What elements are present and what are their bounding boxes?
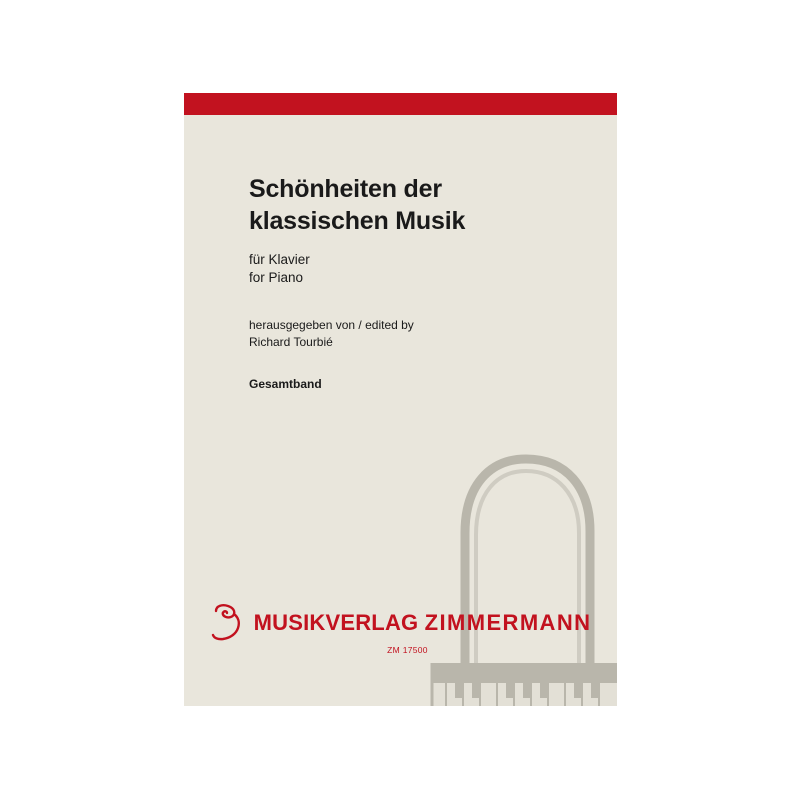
publisher-block <box>184 603 617 655</box>
editor-label: herausgegeben von / edited by <box>249 318 414 333</box>
editor-name: Richard Tourbié <box>249 335 333 350</box>
publisher-name <box>254 610 592 636</box>
cover-title-block <box>249 173 589 391</box>
publisher-name-musikverlag: MUSIKVERLAG <box>253 610 419 635</box>
cover-subtitle <box>249 251 589 287</box>
cover-red-band <box>184 93 617 115</box>
zimmermann-logo-icon <box>210 603 244 643</box>
cover-subtitle-en: for Piano <box>249 270 304 286</box>
book-cover <box>184 93 617 706</box>
publisher-name-zimmermann: ZIMMERMANN <box>424 610 592 635</box>
cover-title-line-2: klassischen Musik <box>249 207 466 235</box>
publisher-row <box>184 603 617 643</box>
cover-subtitle-de: für Klavier <box>249 252 310 267</box>
cover-editor <box>249 317 589 351</box>
cover-volume: Gesamtband <box>249 377 322 392</box>
cover-title-line-1: Schönheiten der <box>249 175 442 203</box>
cover-title <box>249 173 589 237</box>
publisher-catalog-number: ZM 17500 <box>387 645 428 655</box>
